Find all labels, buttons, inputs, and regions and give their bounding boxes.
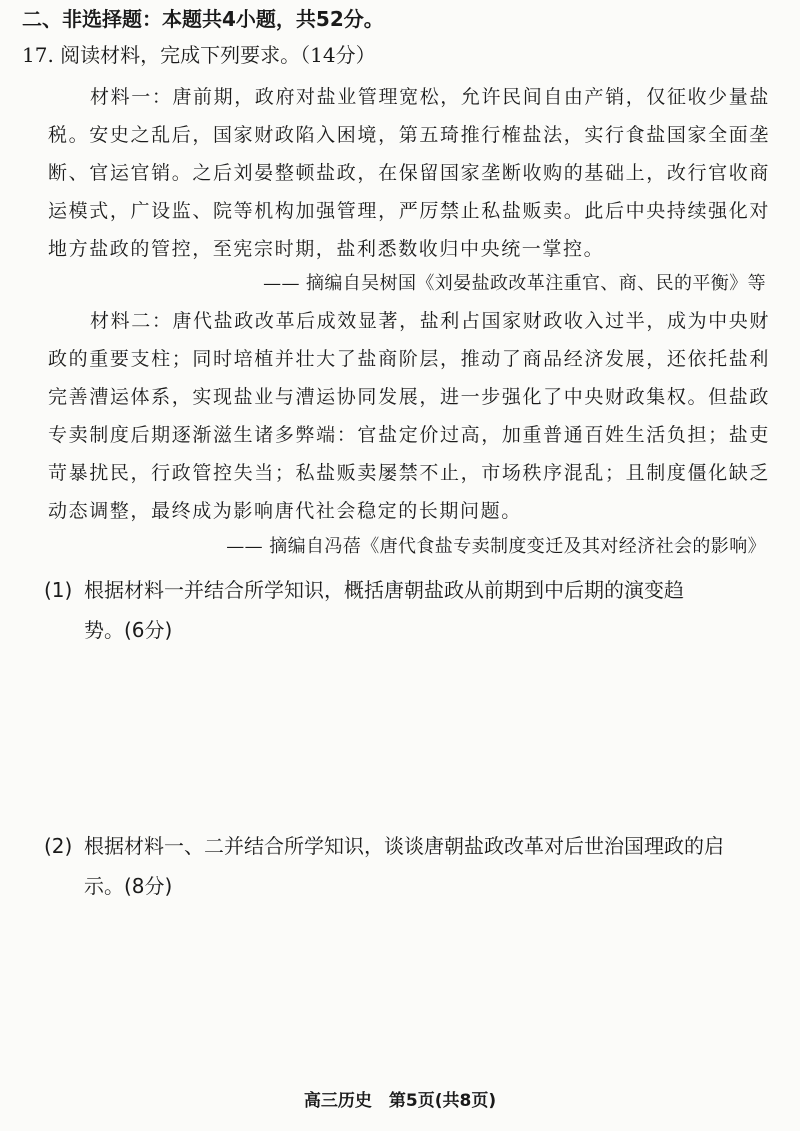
sub-question-number: (2) <box>44 834 73 858</box>
sub-question-1 <box>44 570 774 650</box>
page-footer: 高三历史 第5页(共8页) <box>303 1091 497 1111</box>
material-one-text: 材料一：唐前期，政府对盐业管理宽松，允许民间自由产销，仅征收少量盐税。安史之乱后，国家财政陷入困境，第五琦推行榷盐法，实行食盐国家全面垄断、官运官销。之后刘晏整顿盐政，在保留国家垄断收购的基础上，改行官收商运模式，广设监、院等机构加强管理，严厉禁止私盐贩卖。此后中央持续强化对地方盐政的管控，至宪宗时期，盐利悉数收归中央统一掌控。 <box>48 86 770 260</box>
material-two-text: 材料二：唐代盐政改革后成效显著，盐利占国家财政收入过半，成为中央财政的重要支柱；同时培植并壮大了盐商阶层，推动了商品经济发展，还依托盐利完善漕运体系，实现盐业与漕运协同发展，进一步强化了中央财政集权。但盐政专卖制度后期逐渐滋生诸多弊端：官盐定价过高，加重普通百姓生活负担；盐吏苛暴扰民，行政管控失当；私盐贩卖屡禁不止，市场秩序混乱；且制度僵化缺乏动态调整，最终成为影响唐代社会稳定的长期问题。 <box>48 310 770 522</box>
sub-question-2 <box>44 826 774 906</box>
sub-question-text: 根据材料一、二并结合所学知识，谈谈唐朝盐政改革对后世治国理政的启 <box>84 834 724 858</box>
material-two-source: —— 摘编自冯蓓《唐代食盐专卖制度变迁及其对经济社会的影响》 <box>226 536 766 557</box>
question-header: 17. 阅读材料，完成下列要求。（14分） <box>22 43 376 67</box>
section-title: 二、非选择题：本题共4小题，共52分。 <box>22 7 384 31</box>
sub-question-number: (1) <box>44 578 73 602</box>
sub-question-text-continued: 势。(6分) <box>84 618 173 642</box>
sub-question-text: 根据材料一并结合所学知识，概括唐朝盐政从前期到中后期的演变趋 <box>84 578 684 602</box>
sub-question-text-continued: 示。(8分) <box>84 874 173 898</box>
material-one-source: —— 摘编自吴树国《刘晏盐政改革注重官、商、民的平衡》等 <box>263 273 766 294</box>
